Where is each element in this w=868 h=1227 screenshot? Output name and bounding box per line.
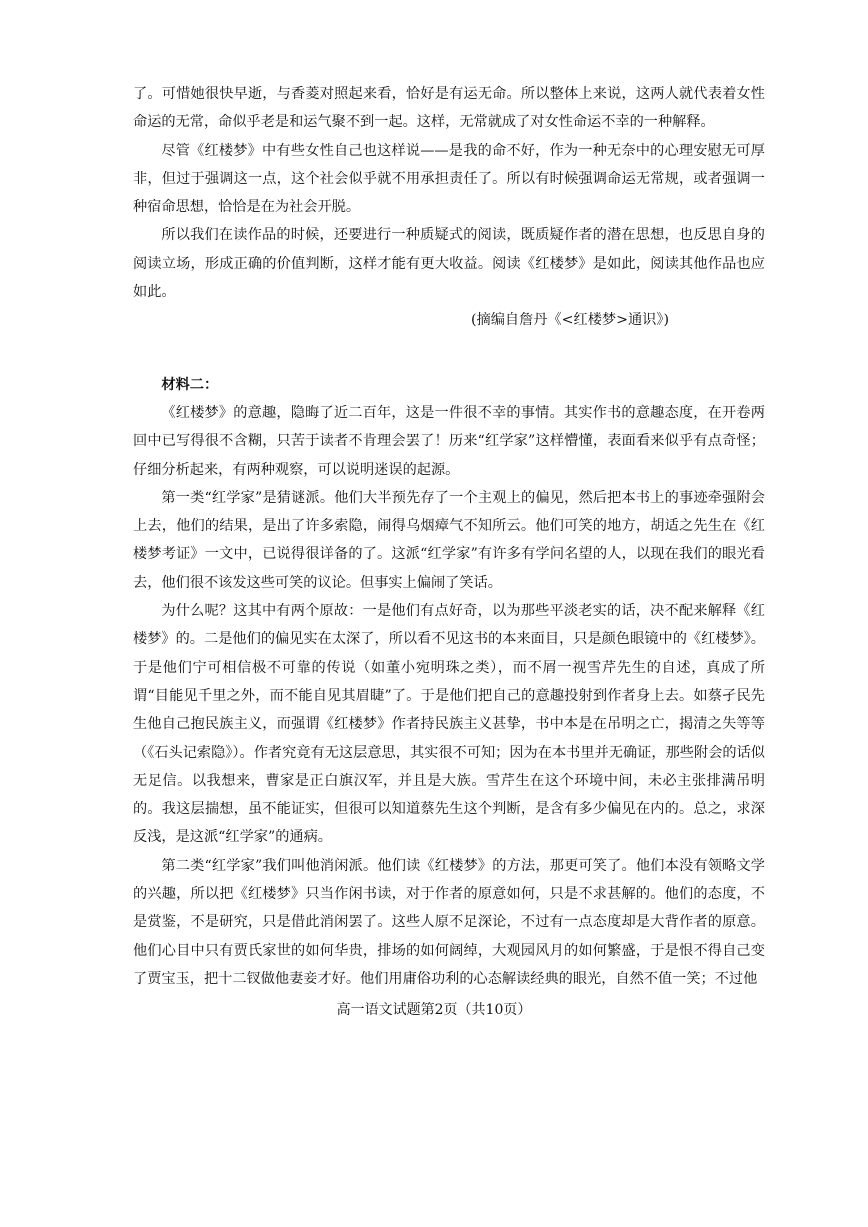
paragraph: 所以我们在读作品的时候，还要进行一种质疑式的阅读，既质疑作者的潜在思想，也反思自身的阅读立场，形成正确的价值判断，这样才能有更大收益。阅读《红楼梦》是如此，阅读其他作品也应如此。	[133, 227, 765, 301]
section-heading: 材料二：	[161, 376, 219, 393]
paragraph: 尽管《红楼梦》中有些女性自己也这样说——是我的命不好，作为一种无奈中的心理安慰无可厚非，但过于强调这一点，这个社会似乎就不用承担责任了。所以有时候强调命运无常规，或者强调一种宿命思想，恰恰是在为社会开脱。	[133, 142, 765, 216]
paragraph: 《红楼梦》的意趣，隐晦了近二百年，这是一件很不幸的事情。其实作书的意趣态度，在开卷两回中已写得很不含糊，只苦于读者不肯理会罢了！历来“红学家”这样懵懂，表面看来似乎有点奇怪；仔细分析起来，有两种观察，可以说明迷误的起源。	[133, 404, 765, 478]
paragraph: 为什么呢？这其中有两个原故：一是他们有点好奇，以为那些平淡老实的话，决不配来解释《红楼梦》的。二是他们的偏见实在太深了，所以看不见这书的本来面目，只是颜色眼镜中的《红楼梦》。于是他们宁可相信极不可靠的传说（如董小宛明珠之类），而不屑一视雪芹先生的自述，真成了所谓“目能见千里之外，而不能自见其眉睫”了。于是他们把自己的意趣投射到作者身上去。如蔡孑民先生他自己抱民族主义，而强谓《红楼梦》作者持民族主义甚挚，书中本是在吊明之亡，揭清之失等等（《石头记索隐》）。作者究竟有无这层意思，其实很不可知；因为在本书里并无确证，那些附会的话似无足信。以我想来，曹家是正白旗汉军，并且是大族。雪芹生在这个环境中间，未必主张排满吊明的。我这层揣想，虽不能证实，但很可以知道蔡先生这个判断，是含有多少偏见在内的。总之，求深反浅，是这派“红学家”的通病。	[133, 603, 765, 846]
paragraph: 了。可惜她很快早逝，与香菱对照起来看，恰好是有运无命。所以整体上来说，这两人就代表着女性命运的无常，命似乎老是和运气聚不到一起。这样，无常就成了对女性命运不幸的一种解释。	[133, 86, 765, 131]
source-citation: (摘编自詹丹《<红楼梦>通识》)	[471, 312, 669, 329]
page-content	[133, 80, 765, 993]
paragraph: 第一类“红学家”是猜谜派。他们大半预先存了一个主观上的偏见，然后把本书上的事迹牵强附会上去，他们的结果，是出了许多索隐，闹得乌烟瘴气不知所云。他们可笑的地方，胡适之先生在《红楼梦考证》一文中，已说得很详备的了。这派“红学家”有许多有学问名望的人，以现在我们的眼光看去，他们很不该发这些可笑的议论。但事实上偏闹了笑话。	[133, 489, 765, 591]
page-footer: 高一语文试题第2页（共10页）	[336, 1002, 532, 1018]
paragraph: 第二类“红学家”我们叫他消闲派。他们读《红楼梦》的方法，那更可笑了。他们本没有领略文学的兴趣，所以把《红楼梦》只当作闲书读，对于作者的原意如何，只是不求甚解的。他们的态度，不是赏鉴，不是研究，只是借此消闲罢了。这些人原不足深论，不过有一点态度却是大背作者的原意。他们心目中只有贾氏家世的如何华贵，排场的如何阔绰，大观园风月的如何繁盛，于是恨不得自己变了贾宝玉，把十二钗做他妻妾才好。他们用庸俗功利的心态解读经典的眼光，自然不值一笑；不过他	[133, 857, 765, 987]
